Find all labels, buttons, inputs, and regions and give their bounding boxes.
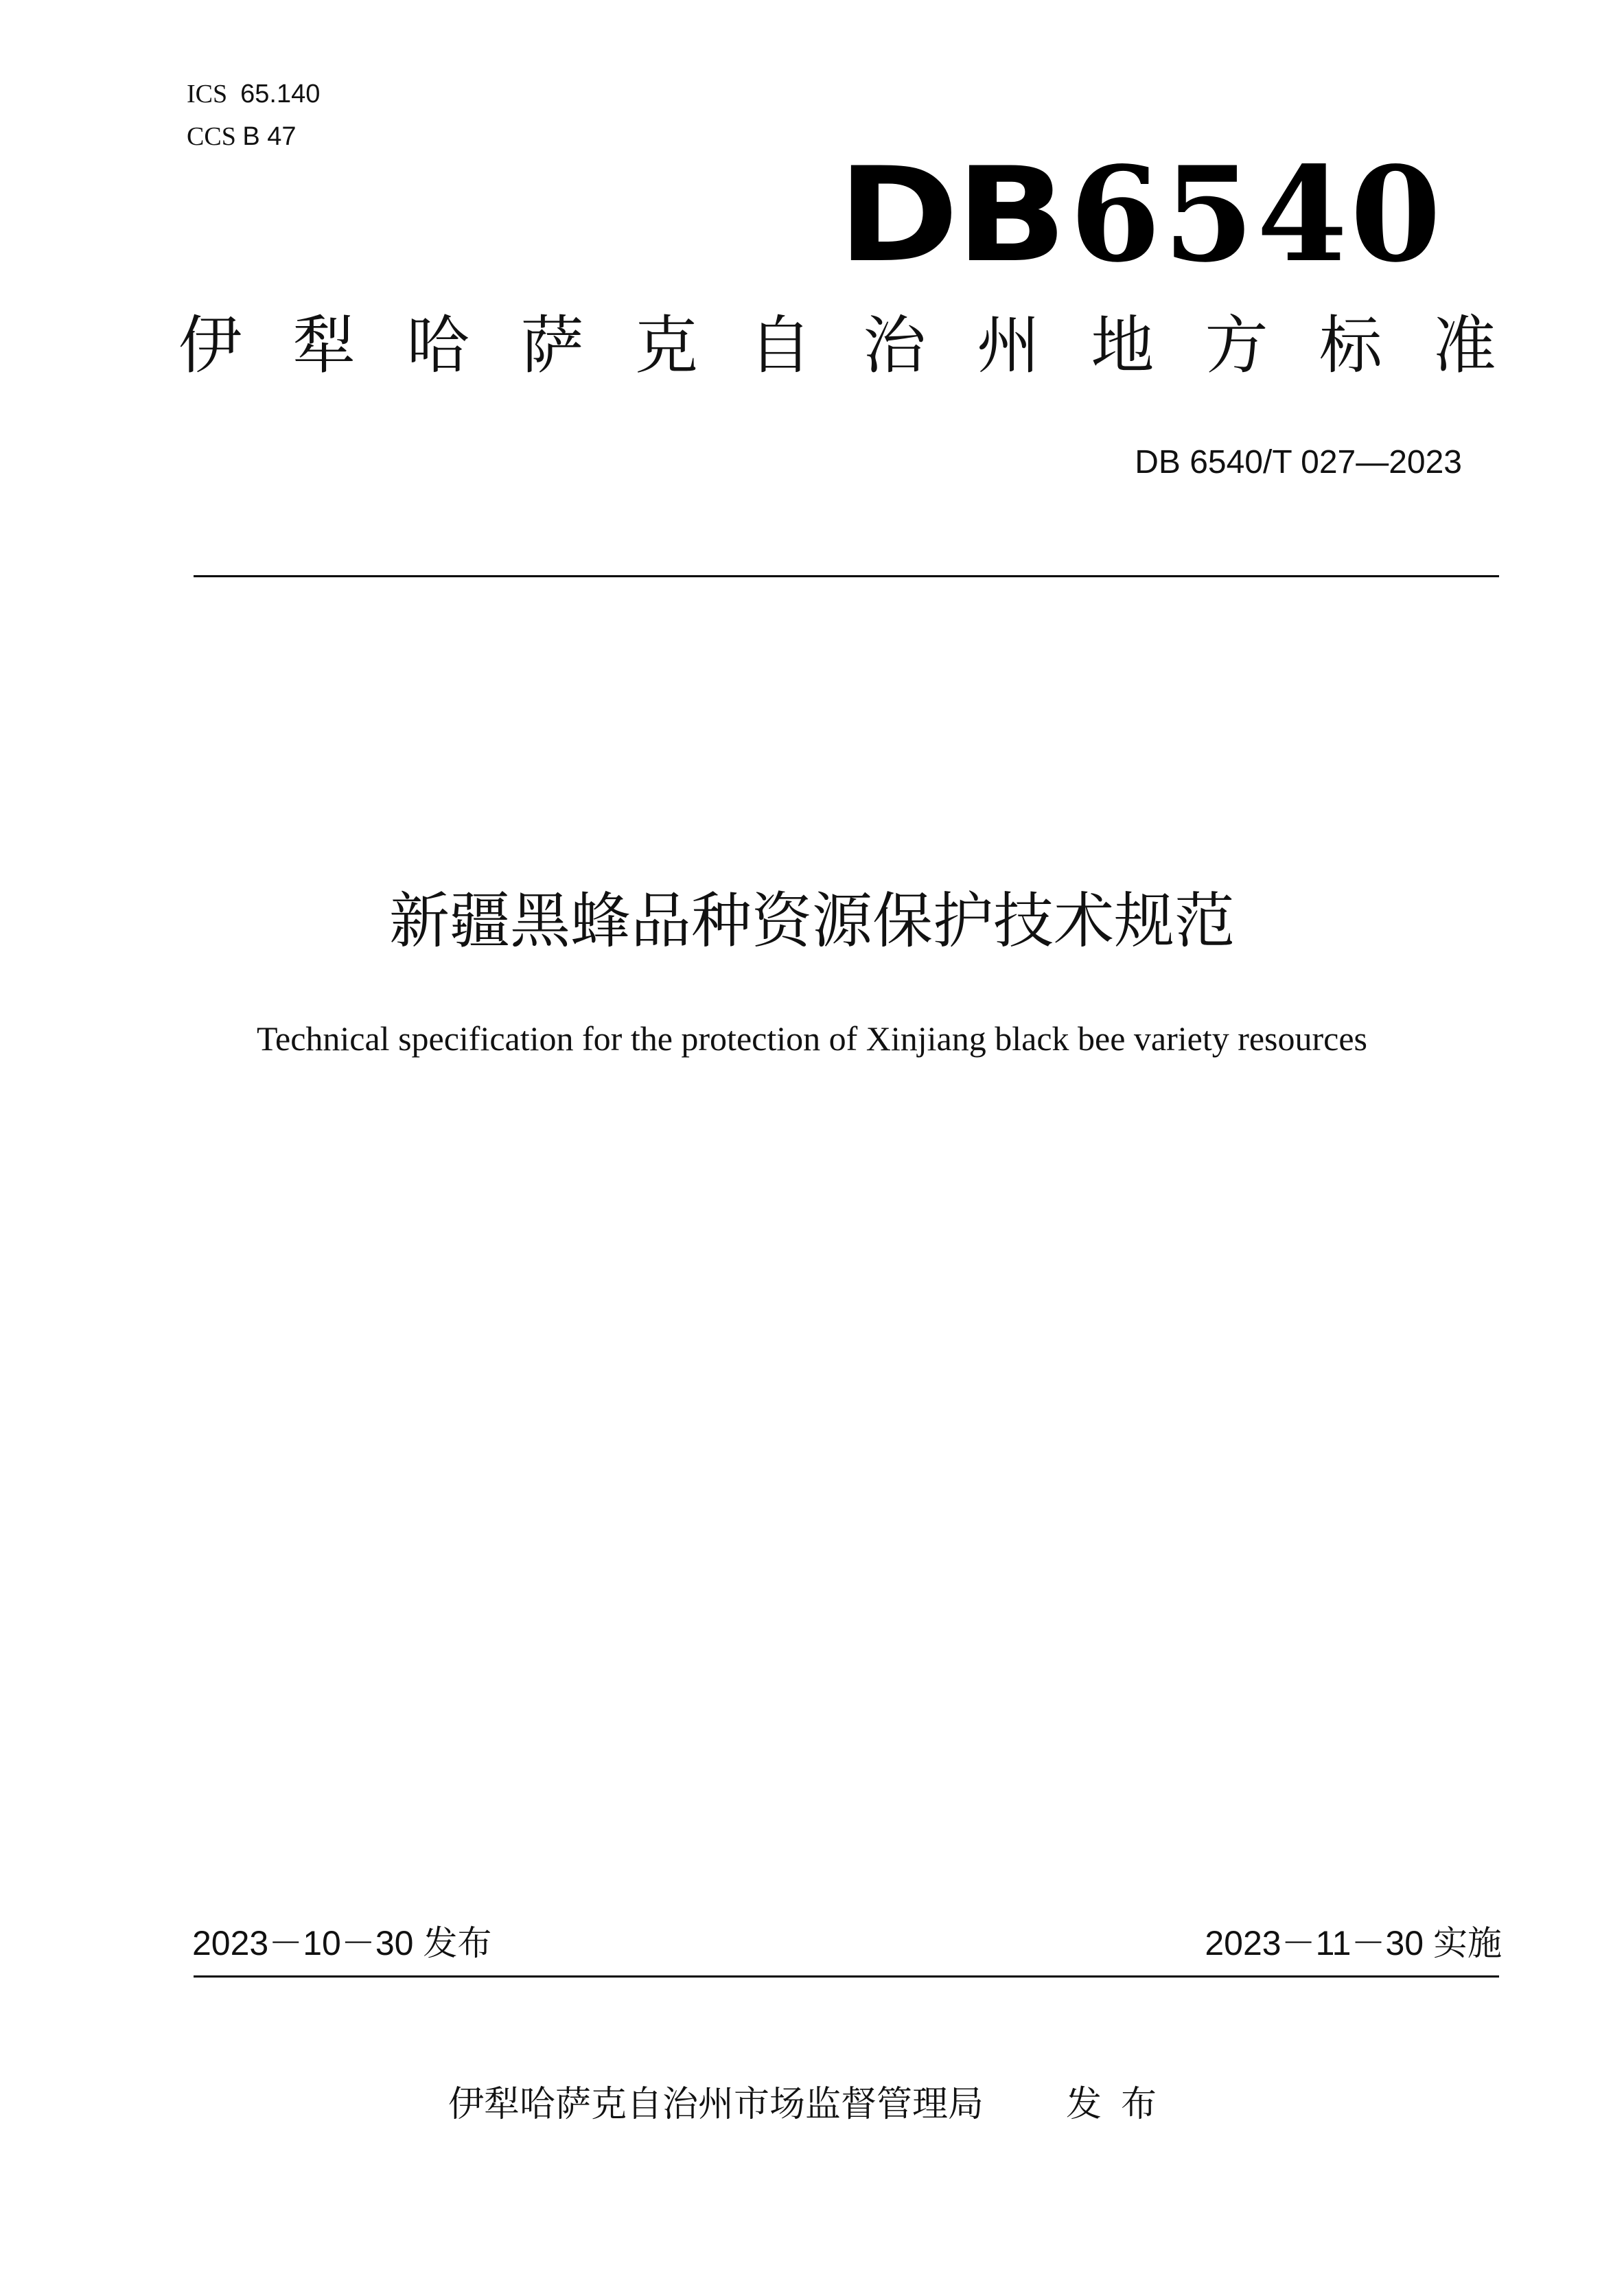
ics-classification xyxy=(187,81,320,107)
ics-label: ICS xyxy=(187,80,228,108)
authority-char: 准 xyxy=(1432,309,1496,382)
authority-char: 自 xyxy=(748,309,812,382)
authority-char: 州 xyxy=(977,309,1041,382)
db-logo xyxy=(837,138,1444,291)
ccs-classification xyxy=(187,124,297,150)
authority-char: 治 xyxy=(863,309,927,382)
authority-char: 伊 xyxy=(178,309,242,382)
db-logo-number: 6540 xyxy=(1069,138,1444,291)
standard-title-chinese: 新疆黑蜂品种资源保护技术规范 xyxy=(388,885,1235,956)
publisher-action: 发布 xyxy=(1066,2084,1176,2125)
implementation-date: 2023－11－30 实施 xyxy=(1205,1924,1502,1962)
authority-char: 犁 xyxy=(292,309,356,382)
top-divider xyxy=(194,575,1499,577)
db-logo-prefix: DB xyxy=(837,139,1065,291)
standard-title-english: Technical specification for the protection of Xinjiang black bee variety resources xyxy=(256,1019,1368,1058)
ccs-label: CCS xyxy=(187,122,236,151)
standard-number: DB 6540/T 027—2023 xyxy=(1135,444,1462,480)
publisher-agency: 伊犁哈萨克自治州市场监督管理局 xyxy=(448,2084,984,2125)
publisher-line xyxy=(0,2084,1624,2125)
publish-date: 2023－10－30 发布 xyxy=(192,1924,492,1962)
authority-char: 地 xyxy=(1091,309,1155,382)
issuing-authority-heading xyxy=(178,309,1496,382)
authority-char: 标 xyxy=(1319,309,1382,382)
authority-char: 方 xyxy=(1205,309,1268,382)
authority-char: 克 xyxy=(634,309,698,382)
bottom-divider xyxy=(194,1975,1499,1978)
authority-char: 哈 xyxy=(406,309,470,382)
authority-char: 萨 xyxy=(520,309,584,382)
ccs-code: B 47 xyxy=(242,122,297,151)
ics-code: 65.140 xyxy=(240,80,321,108)
